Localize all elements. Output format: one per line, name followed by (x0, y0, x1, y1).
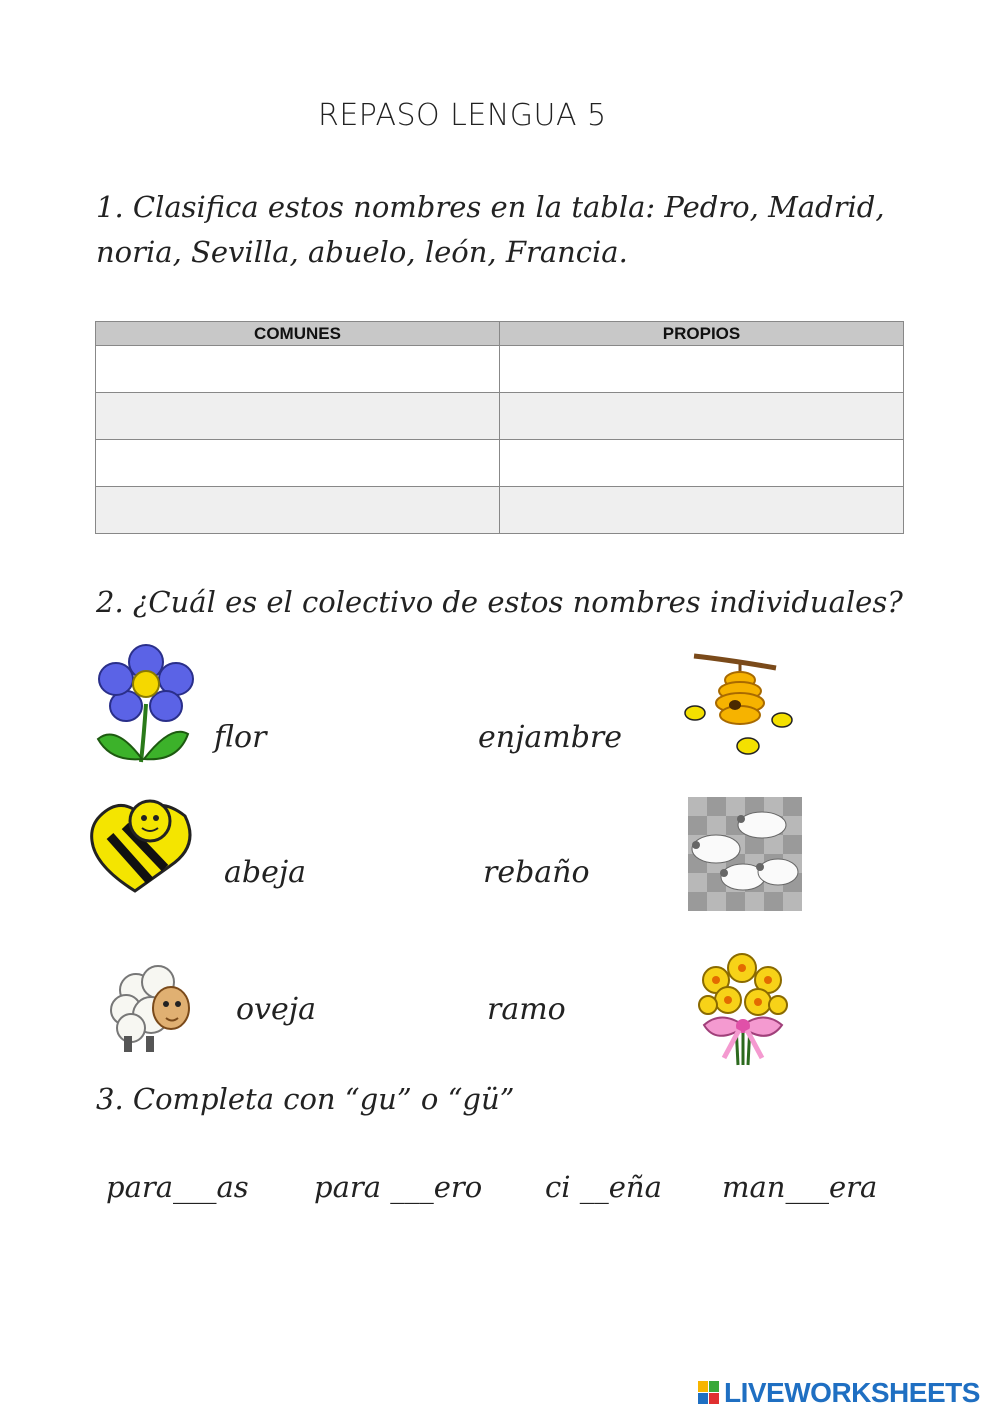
comunes-cell-3[interactable] (96, 440, 500, 487)
flower-icon (96, 644, 196, 764)
propios-cell-3[interactable] (500, 440, 904, 487)
table-header-row (96, 322, 904, 346)
word-oveja: oveja (236, 992, 316, 1027)
fill-in-item-1[interactable]: para___as (106, 1170, 249, 1204)
liveworksheets-logo-icon (698, 1381, 720, 1405)
word-enjambre[interactable]: enjambre (478, 720, 623, 755)
sheep-icon (106, 960, 198, 1056)
classification-table (95, 321, 904, 534)
comunes-cell-1[interactable] (96, 346, 500, 393)
bouquet-icon (696, 950, 790, 1068)
fill-in-item-2[interactable]: para ___ero (314, 1170, 483, 1204)
fill-in-item-3[interactable]: ci __eña (545, 1170, 662, 1204)
word-abeja: abeja (224, 855, 307, 890)
beehive-icon (680, 648, 805, 764)
propios-cell-1[interactable] (500, 346, 904, 393)
word-flor: flor (214, 720, 267, 755)
exercise-1-instruction-line-2: noria, Sevilla, abuelo, león, Francia. (96, 235, 628, 269)
propios-cell-4[interactable] (500, 487, 904, 534)
page-title: REPASO LENGUA 5 (318, 98, 607, 133)
comunes-cell-2[interactable] (96, 393, 500, 440)
propios-cell-2[interactable] (500, 393, 904, 440)
word-ramo[interactable]: ramo (487, 992, 566, 1027)
liveworksheets-brand[interactable]: LIVEWORKSHEETS (724, 1377, 980, 1408)
table-row (96, 393, 904, 440)
exercise-1-instruction-line-1: 1. Clasifica estos nombres en la tabla: Pedro, Madrid, (96, 190, 885, 224)
bee-icon (90, 796, 196, 894)
exercise-3-instruction: 3. Completa con “gu” o “gü” (96, 1082, 515, 1116)
header-propios: PROPIOS (500, 322, 904, 346)
table-row (96, 487, 904, 534)
flock-icon (688, 797, 802, 911)
table-row (96, 440, 904, 487)
comunes-cell-4[interactable] (96, 487, 500, 534)
word-rebano[interactable]: rebaño (483, 855, 590, 890)
table-row (96, 346, 904, 393)
exercise-2-question: 2. ¿Cuál es el colectivo de estos nombres individuales? (96, 585, 903, 619)
header-comunes: COMUNES (96, 322, 500, 346)
fill-in-item-4[interactable]: man___era (722, 1170, 878, 1204)
